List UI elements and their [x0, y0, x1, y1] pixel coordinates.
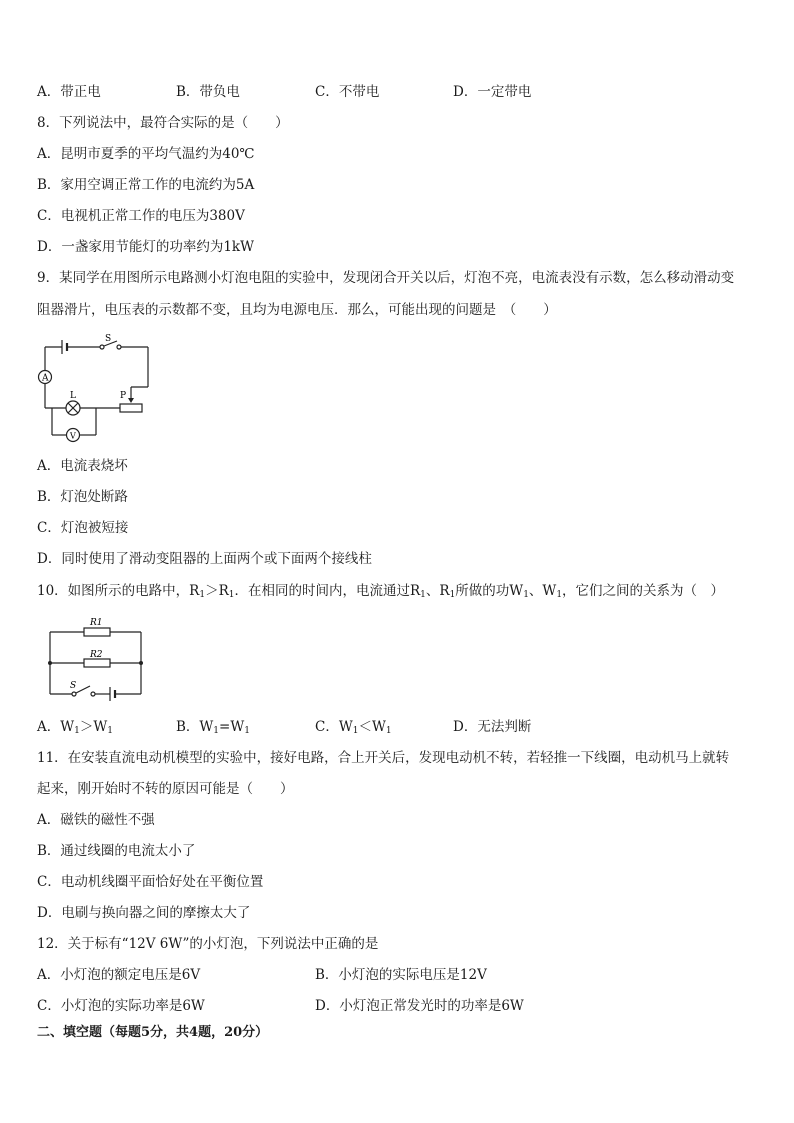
q10-option-b: B．$W_1=W_1$	[176, 719, 250, 736]
q9-label-voltmeter: V	[70, 431, 76, 441]
q9-option-a: A．电流表烧坏	[37, 458, 128, 474]
q11-stem-line2: 起来，刚开始时不转的原因可能是（ ）	[37, 781, 294, 797]
q12-stem: 12．关于标有“12V 6W”的小灯泡，下列说法中正确的是	[37, 936, 379, 952]
q11-stem-line1: 11．在安装直流电动机模型的实验中，接好电路，合上开关后，发现电动机不转，若轻推一下线圈，电动机马上就转	[37, 750, 730, 766]
q11-option-c: C．电动机线圈平面恰好处在平衡位置	[37, 874, 264, 890]
q9-label-lamp: L	[70, 391, 76, 401]
q8-option-c: C．电视机正常工作的电压为380V	[37, 208, 245, 224]
q7-option-c: C．不带电	[315, 84, 380, 100]
q9-label-ammeter: A	[42, 373, 49, 384]
q7-option-d: D．一定带电	[453, 84, 532, 100]
q9-stem-line1: 9．某同学在用图所示电路测小灯泡电阻的实验中，发现闭合开关以后，灯泡不亮，电流表没有示数，怎么移动滑动变	[37, 270, 735, 286]
q8-option-d: D．一盏家用节能灯的功率约为1kW	[37, 239, 254, 255]
q9-label-slider: P	[120, 391, 127, 401]
q9-option-d: D．同时使用了滑动变阻器的上面两个或下面两个接线柱	[37, 551, 372, 567]
q10-option-d: D．无法判断	[453, 719, 532, 735]
q11-option-d: D．电刷与换向器之间的摩擦太大了	[37, 905, 251, 921]
q8-option-a: A．昆明市夏季的平均气温约为40℃	[37, 146, 255, 162]
section-2-title: 二、填空题（每题5分，共4题，20分）	[37, 1025, 269, 1040]
q7-option-a: A．带正电	[37, 84, 101, 100]
q9-option-b: B．灯泡处断路	[37, 489, 128, 505]
q11-option-a: A．磁铁的磁性不强	[37, 812, 155, 828]
q10-label-r2: R2	[90, 650, 103, 660]
q11-option-b: B．通过线圈的电流太小了	[37, 843, 196, 859]
q12-option-a: A．小灯泡的额定电压是6V	[37, 967, 201, 983]
q9-option-c: C．灯泡被短接	[37, 520, 129, 536]
q10-label-r1: R1	[90, 618, 103, 628]
q8-option-b: B．家用空调正常工作的电流约为5A	[37, 177, 255, 193]
q12-option-c: C．小灯泡的实际功率是6W	[37, 998, 205, 1014]
q10-option-c: C．$W_1<W_1$	[315, 719, 392, 736]
q10-circuit-diagram	[42, 612, 152, 702]
q9-label-switch: S	[105, 334, 112, 344]
q9-circuit-diagram	[35, 330, 155, 445]
q12-option-b: B．小灯泡的实际电压是12V	[315, 967, 487, 983]
q10-label-switch: S	[70, 681, 77, 691]
q7-option-b: B．带负电	[176, 84, 240, 100]
q10-stem: 10．如图所示的电路中，$R_1>R_1$．在相同的时间内，电流通过$R_1$、$R_1$所做的功$W_1$、$W_1$，它们之间的关系为（ ）	[37, 583, 725, 600]
q9-stem-line2: 阻器滑片，电压表的示数都不变，且均为电源电压．那么，可能出现的问题是 （ ）	[37, 302, 557, 318]
q8-stem: 8．下列说法中，最符合实际的是（ ）	[37, 115, 289, 131]
q12-option-d: D．小灯泡正常发光时的功率是6W	[315, 998, 524, 1014]
q10-option-a: A．$W_1>W_1$	[37, 719, 113, 736]
